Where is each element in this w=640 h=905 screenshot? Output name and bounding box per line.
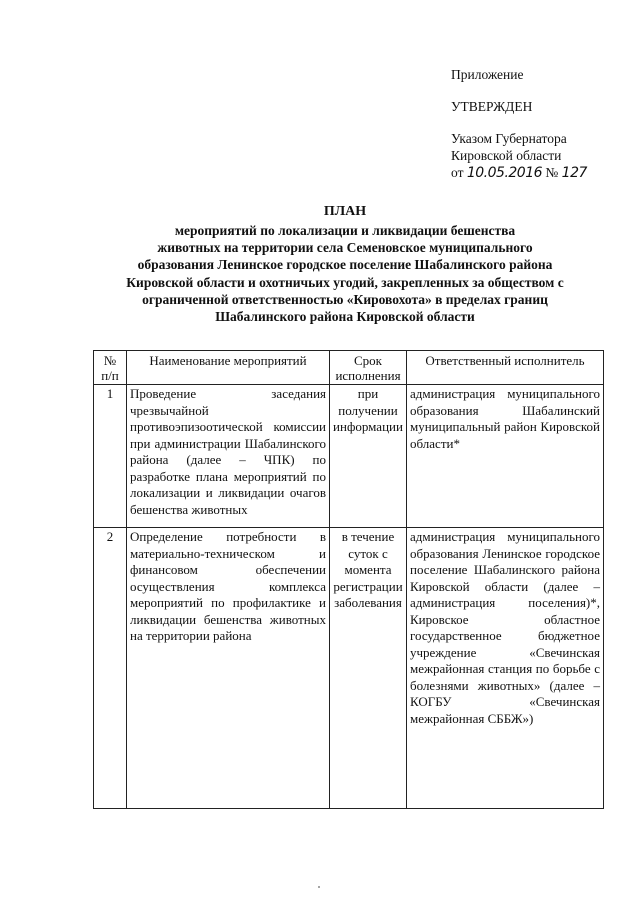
header-responsible: Ответственный исполнитель — [407, 351, 604, 385]
plan-title: ПЛАН — [323, 204, 367, 219]
row-term: при получении информации — [330, 385, 407, 528]
plan-subtitle-line: ограниченной ответственностью «Кировохота» в пределах границ — [142, 291, 548, 307]
row-responsible: администрация муниципального образования Ленинское городское поселение Шабалинского района Кировской области (далее – администрация поселения)*, Кировское областное государственное бюджетное учреждение «Свечинская межрайонная станция по борьбе с болезнями животных» (далее – КОГБУ «Свечинская межрайонная СББЖ») — [407, 528, 604, 809]
handwritten-number: 127 — [561, 165, 587, 181]
row-name: Проведение заседания чрезвычайной противоэпизоотической комиссии при администрации Шабалинского района (далее – ЧПК) по разработке плана мероприятий по локализации и ликвидации очагов бешенства животных — [127, 385, 330, 528]
decree-line-1: Указом Губернатора — [451, 131, 567, 146]
date-prefix: от — [451, 165, 464, 180]
header-name: Наименование мероприятий — [127, 351, 330, 385]
approved-label: УТВЕРЖДЕН — [451, 99, 533, 114]
table-header-row — [94, 351, 604, 385]
row-num: 2 — [94, 528, 127, 809]
row-term: в течение суток с момента регистрации заболевания — [330, 528, 407, 809]
plan-subtitle-line: образования Ленинское городское поселение Шабалинского района — [137, 257, 553, 273]
table-row — [94, 528, 604, 809]
plan-subtitle-line: животных на территории села Семеновское муниципального — [157, 240, 533, 256]
row-responsible: администрация муниципального образования Шабалинский муниципальный район Кировской области* — [407, 385, 604, 528]
decree-line-2: Кировской области — [451, 148, 562, 163]
plan-table — [93, 350, 604, 809]
header-num: № п/п — [94, 351, 127, 385]
decree-date-line — [451, 164, 587, 182]
row-name: Определение потребности в материально-техническом и финансовом обеспечении осуществления комплекса мероприятий по профилактике и ликвидации бешенства животных на территории района — [127, 528, 330, 809]
row-num: 1 — [94, 385, 127, 528]
scan-speck — [318, 886, 320, 888]
plan-subtitle-line: мероприятий по локализации и ликвидации бешенства — [174, 223, 516, 238]
number-sign: № — [545, 165, 559, 180]
plan-subtitle-line: Шабалинского района Кировской области — [215, 309, 475, 325]
table-row — [94, 385, 604, 528]
plan-subtitle — [80, 222, 610, 325]
plan-subtitle-line: Кировской области и охотничьих угодий, закрепленных за обществом с — [126, 274, 564, 290]
handwritten-date: 10.05.2016 — [466, 165, 543, 181]
header-term: Срок исполнения — [330, 351, 407, 385]
appendix-label: Приложение — [451, 67, 524, 82]
approval-block — [451, 66, 587, 182]
